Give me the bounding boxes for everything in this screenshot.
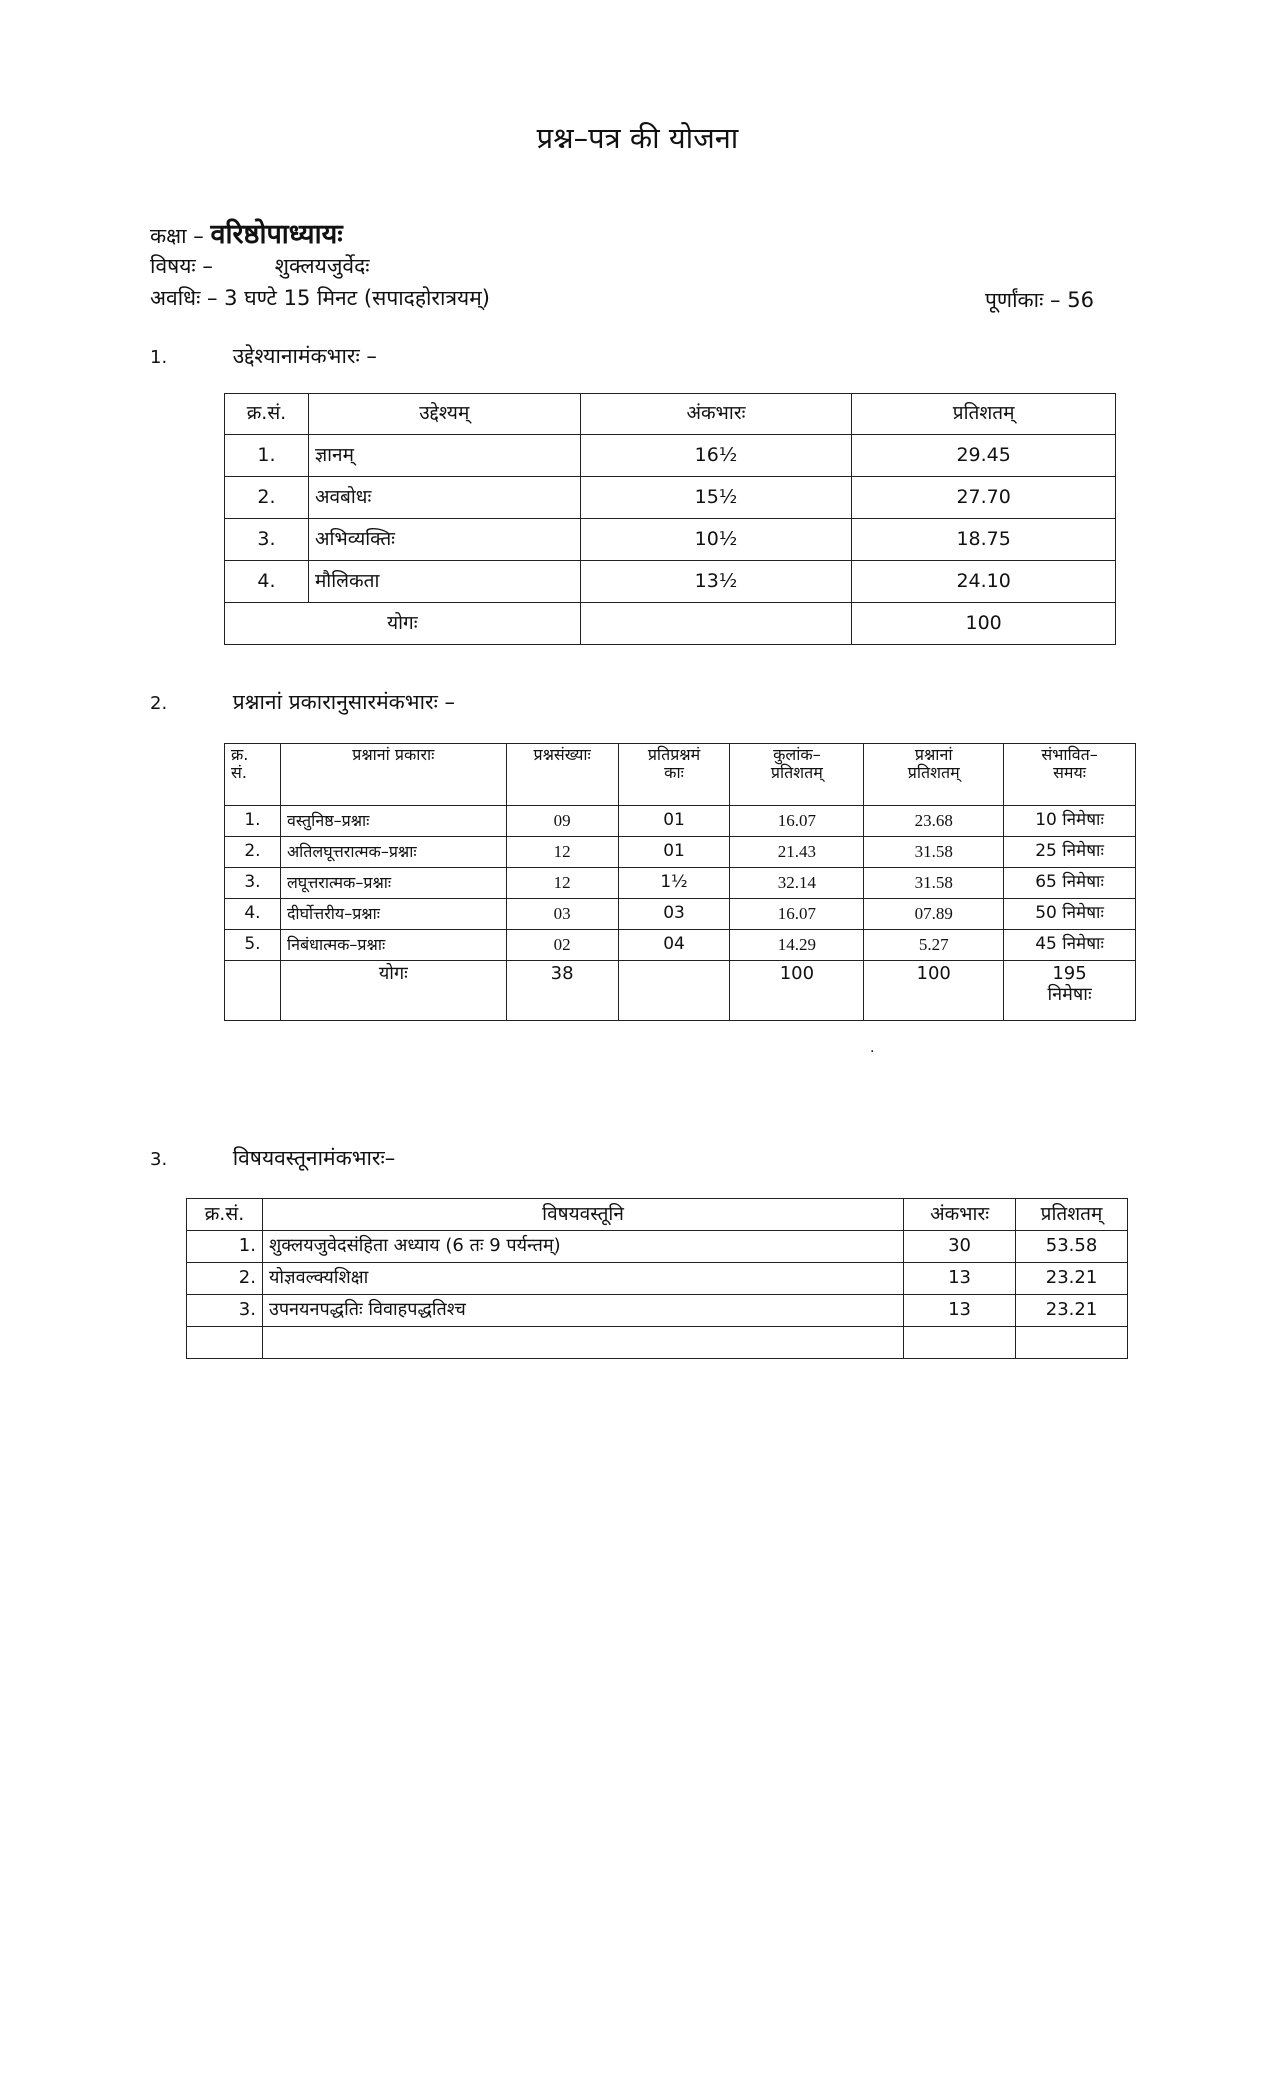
- table-row: [225, 868, 1136, 899]
- header-cell: प्रतिप्रश्नमं काः: [618, 744, 730, 806]
- table-cell: 2.: [225, 837, 281, 868]
- table-row: [187, 1263, 1128, 1295]
- table-cell: 04: [618, 930, 730, 961]
- table-cell: अभिव्यक्तिः: [308, 519, 580, 561]
- table-cell: 10½: [580, 519, 852, 561]
- table-cell: 3.: [225, 868, 281, 899]
- table-cell: निबंधात्मक–प्रश्नाः: [280, 930, 506, 961]
- table-cell: 01: [618, 837, 730, 868]
- table-cell: 18.75: [852, 519, 1116, 561]
- table-cell: 31.58: [864, 868, 1004, 899]
- table-cell: 100: [852, 603, 1116, 645]
- header-cell: अंकभारः: [904, 1199, 1016, 1231]
- table-cell: 65 निमेषाः: [1004, 868, 1136, 899]
- subject-label: विषयः –: [150, 254, 213, 278]
- section3-number: 3.: [150, 1149, 168, 1170]
- total-label: योगः: [225, 603, 581, 645]
- table-total-row: [225, 961, 1136, 1021]
- max-marks: पूर्णांकाः – 56: [985, 288, 1094, 312]
- section3-title: विषयवस्तूनामंकभारः–: [232, 1146, 396, 1170]
- header-cell: प्रतिशतम्: [1016, 1199, 1128, 1231]
- table-row: [225, 837, 1136, 868]
- table-cell: [1016, 1327, 1128, 1359]
- class-line: [150, 214, 343, 251]
- table-cell: 14.29: [730, 930, 864, 961]
- table-cell: 01: [618, 806, 730, 837]
- table-cell: मौलिकता: [308, 561, 580, 603]
- stray-dot: .: [870, 1040, 875, 1056]
- class-value: वरिष्ठोपाध्यायः: [210, 219, 343, 250]
- table-cell: [618, 961, 730, 1021]
- header-cell: अंकभारः: [580, 394, 852, 435]
- table-cell: 100: [864, 961, 1004, 1021]
- total-label: योगः: [280, 961, 506, 1021]
- table-cell: 31.58: [864, 837, 1004, 868]
- header-cell: प्रश्नानां प्रतिशतम्: [864, 744, 1004, 806]
- table-cell: 30: [904, 1231, 1016, 1263]
- table-cell: उपनयनपद्धतिः विवाहपद्धतिश्च: [262, 1295, 903, 1327]
- page-title: प्रश्न–पत्र की योजना: [536, 121, 739, 155]
- table-cell: 03: [618, 899, 730, 930]
- section2-heading: [150, 688, 455, 716]
- table-cell: 4.: [225, 899, 281, 930]
- table-cell: अतिलघूत्तरात्मक–प्रश्नाः: [280, 837, 506, 868]
- table-cell: [262, 1327, 903, 1359]
- table-cell: 1.: [225, 435, 309, 477]
- header-cell: क्र.सं.: [225, 394, 309, 435]
- table-cell: 4.: [225, 561, 309, 603]
- table-cell: 5.: [225, 930, 281, 961]
- header-cell: उद्देश्यम्: [308, 394, 580, 435]
- table-cell: 09: [506, 806, 618, 837]
- table-cell: 53.58: [1016, 1231, 1128, 1263]
- table-cell: 1.: [187, 1231, 263, 1263]
- section3-heading: [150, 1144, 395, 1172]
- header-cell: कुलांक– प्रतिशतम्: [730, 744, 864, 806]
- table-cell: लघूत्तरात्मक–प्रश्नाः: [280, 868, 506, 899]
- table-total-row: [225, 603, 1116, 645]
- table-cell: 2.: [187, 1263, 263, 1295]
- table-cell: 21.43: [730, 837, 864, 868]
- table-cell: 13: [904, 1263, 1016, 1295]
- table-cell: 25 निमेषाः: [1004, 837, 1136, 868]
- table-cell: 27.70: [852, 477, 1116, 519]
- table-cell: ज्ञानम्: [308, 435, 580, 477]
- table-row: [225, 477, 1116, 519]
- section2-number: 2.: [150, 693, 168, 714]
- table-row: [225, 561, 1116, 603]
- table-cell: 15½: [580, 477, 852, 519]
- table-row: [225, 806, 1136, 837]
- duration-line: अवधिः – 3 घण्टे 15 मिनट (सपादहोरात्रयम्): [150, 286, 490, 310]
- table-cell: 16.07: [730, 806, 864, 837]
- header-cell: क्र. सं.: [225, 744, 281, 806]
- section1-title: उद्देश्यानामंकभारः –: [232, 344, 377, 368]
- table-cell: 50 निमेषाः: [1004, 899, 1136, 930]
- header-cell: प्रश्नानां प्रकाराः: [280, 744, 506, 806]
- table-cell: 195 निमेषाः: [1004, 961, 1136, 1021]
- table-cell: अवबोधः: [308, 477, 580, 519]
- header-cell: प्रश्नसंख्याः: [506, 744, 618, 806]
- table-cell: 24.10: [852, 561, 1116, 603]
- subject-line: [150, 252, 369, 280]
- table-cell: 13: [904, 1295, 1016, 1327]
- table-cell: शुक्लयजुवेदसंहिता अध्याय (6 तः 9 पर्यन्तम्): [262, 1231, 903, 1263]
- table-cell: 16½: [580, 435, 852, 477]
- table-cell: 12: [506, 868, 618, 899]
- table-cell: योज्ञवल्क्यशिक्षा: [262, 1263, 903, 1295]
- table-row: [187, 1295, 1128, 1327]
- empty-cell: [225, 961, 281, 1021]
- table-row: [225, 519, 1116, 561]
- table-row: [187, 1231, 1128, 1263]
- objectives-table: [224, 393, 1116, 645]
- class-label: कक्षा –: [150, 224, 204, 248]
- table-cell: 29.45: [852, 435, 1116, 477]
- table-cell: 2.: [225, 477, 309, 519]
- table-row: [225, 899, 1136, 930]
- table-cell: 100: [730, 961, 864, 1021]
- header-cell: संभावित– समयः: [1004, 744, 1136, 806]
- table-cell: दीर्घोत्तरीय–प्रश्नाः: [280, 899, 506, 930]
- table-cell: 13½: [580, 561, 852, 603]
- header-cell: विषयवस्तूनि: [262, 1199, 903, 1231]
- table-cell: [187, 1327, 263, 1359]
- question-types-table: [224, 743, 1136, 1021]
- table-cell: 02: [506, 930, 618, 961]
- table-cell: 23.21: [1016, 1263, 1128, 1295]
- header-cell: प्रतिशतम्: [852, 394, 1116, 435]
- table-cell: 12: [506, 837, 618, 868]
- section2-title: प्रश्नानां प्रकारानुसारमंकभारः –: [232, 690, 456, 714]
- table-cell: 16.07: [730, 899, 864, 930]
- table-header-row: [225, 394, 1116, 435]
- subject-value: शुक्लयजुर्वेदः: [274, 254, 370, 278]
- table-cell: 3.: [225, 519, 309, 561]
- table-cell: 38: [506, 961, 618, 1021]
- table-row: [187, 1327, 1128, 1359]
- table-cell: 32.14: [730, 868, 864, 899]
- table-header-row: [187, 1199, 1128, 1231]
- section1-heading: [150, 342, 377, 370]
- content-table: [186, 1198, 1128, 1359]
- table-header-row: [225, 744, 1136, 806]
- table-cell: 23.21: [1016, 1295, 1128, 1327]
- table-row: [225, 435, 1116, 477]
- table-row: [225, 930, 1136, 961]
- table-cell: 07.89: [864, 899, 1004, 930]
- table-cell: [580, 603, 852, 645]
- table-cell: 5.27: [864, 930, 1004, 961]
- section1-number: 1.: [150, 347, 168, 368]
- table-cell: 45 निमेषाः: [1004, 930, 1136, 961]
- table-cell: वस्तुनिष्ठ–प्रश्नाः: [280, 806, 506, 837]
- table-cell: 03: [506, 899, 618, 930]
- table-cell: 23.68: [864, 806, 1004, 837]
- header-cell: क्र.सं.: [187, 1199, 263, 1231]
- table-cell: 1.: [225, 806, 281, 837]
- table-cell: 1½: [618, 868, 730, 899]
- table-cell: [904, 1327, 1016, 1359]
- table-cell: 10 निमेषाः: [1004, 806, 1136, 837]
- table-cell: 3.: [187, 1295, 263, 1327]
